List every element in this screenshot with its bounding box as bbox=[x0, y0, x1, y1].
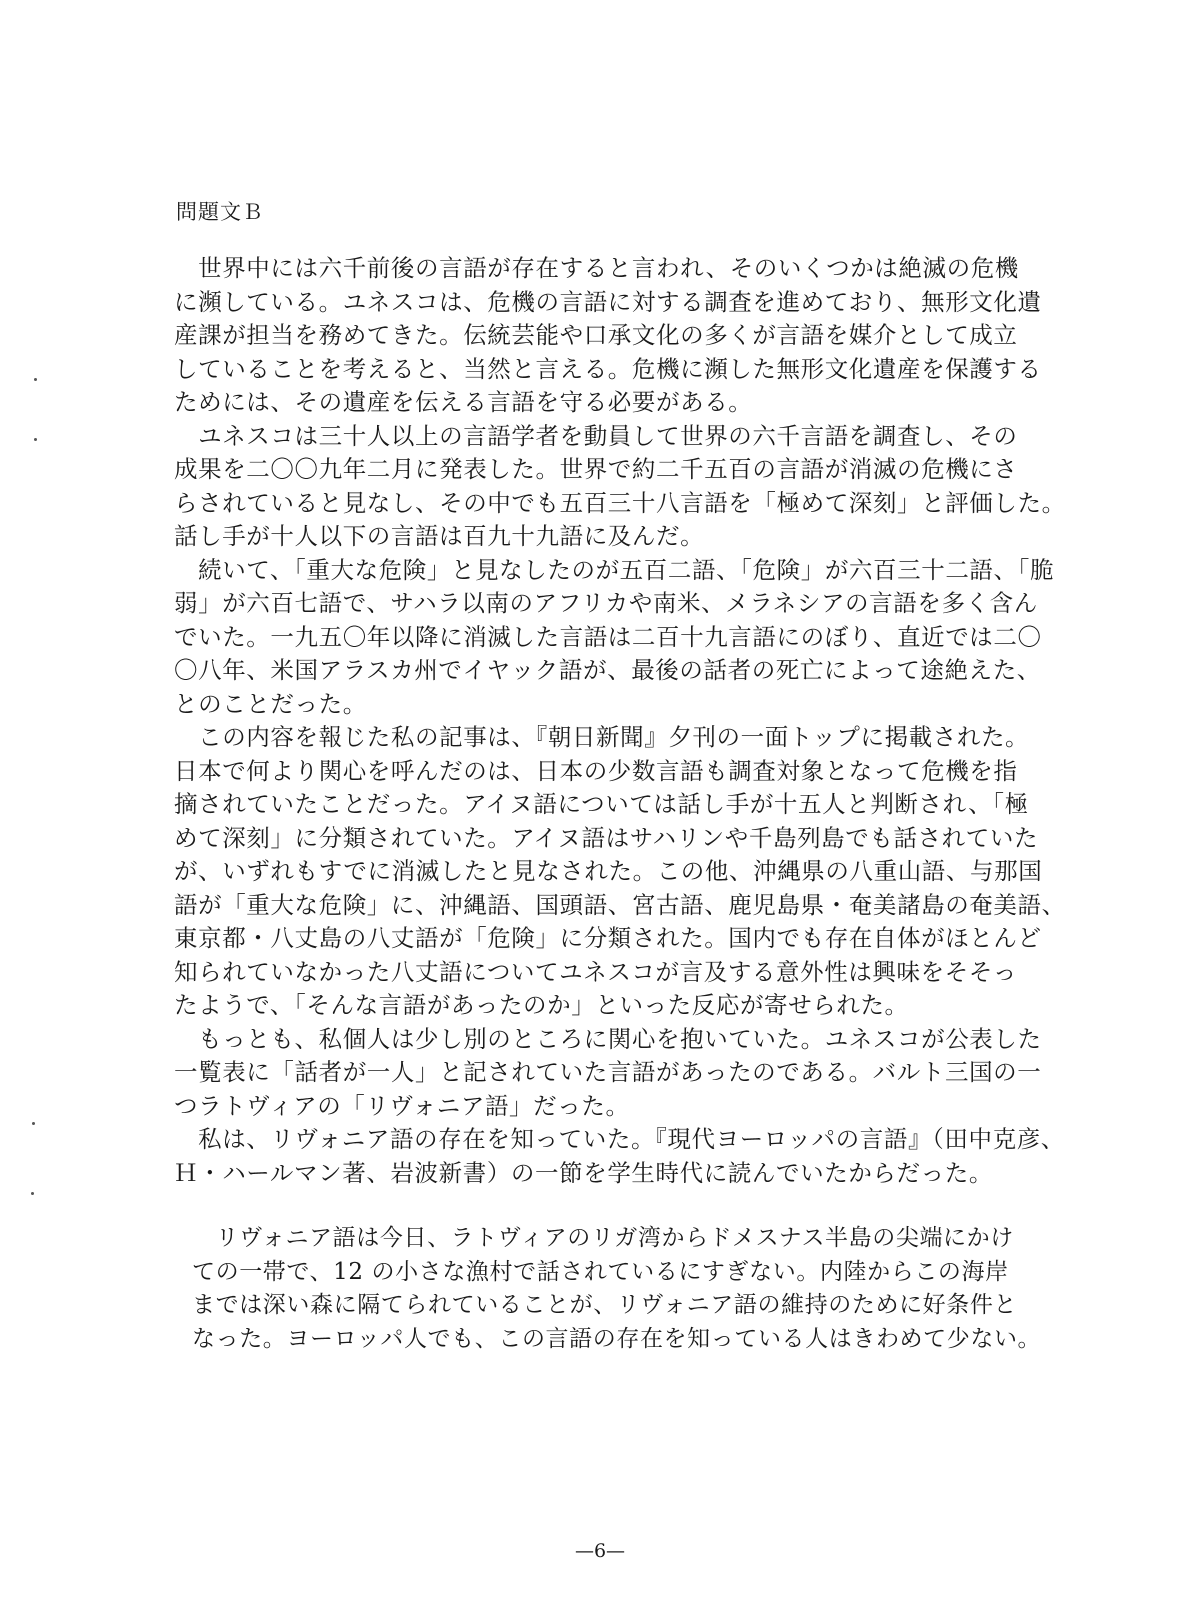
body-line: 東京都・八丈島の八丈語が「危険」に分類された。国内でも存在自体がほとんど bbox=[174, 924, 1042, 952]
body-line: 産課が担当を務めてきた。伝統芸能や口承文化の多くが言語を媒介として成立 bbox=[174, 321, 1018, 349]
body-line: 弱」が六百七語で、サハラ以南のアフリカや南米、メラネシアの言語を多く含ん bbox=[174, 589, 1038, 617]
page-number: —6— bbox=[574, 1540, 626, 1562]
scan-speck bbox=[34, 438, 37, 441]
scan-speck bbox=[31, 1192, 34, 1195]
body-line: に瀕している。ユネスコは、危機の言語に対する調査を進めており、無形文化遺 bbox=[174, 287, 1042, 316]
body-line: 成果を二〇〇九年二月に発表した。世界で約二千五百の言語が消滅の危機にさ bbox=[174, 455, 1018, 483]
section-title: 問題文Ｂ bbox=[176, 200, 264, 224]
body-line: 私は、リヴォニア語の存在を知っていた。『現代ヨーロッパの言語』（田中克彦、 bbox=[174, 1125, 1065, 1153]
scan-speck bbox=[34, 378, 37, 381]
body-line: 〇八年、米国アラスカ州でイヤック語が、最後の話者の死亡によって途絶えた、 bbox=[174, 656, 1041, 684]
quote-line: ての一帯で、12 の小さな漁村で話されているにすぎない。内陸からこの海岸 bbox=[192, 1258, 1009, 1285]
body-line: とのことだった。 bbox=[174, 689, 367, 718]
body-line: ためには、その遺産を伝える言語を守る必要がある。 bbox=[174, 388, 753, 416]
body-line: Ｈ・ハールマン著、岩波新書）の一節を学生時代に読んでいたからだった。 bbox=[174, 1158, 993, 1187]
body-line: もっとも、私個人は少し別のところに関心を抱いていた。ユネスコが公表した bbox=[174, 1024, 1042, 1053]
body-line: 一覧表に「話者が一人」と記されていた言語があったのである。バルト三国の一 bbox=[174, 1058, 1042, 1086]
body-line: 摘されていたことだった。アイヌ語については話し手が十五人と判断され、「極 bbox=[174, 790, 1029, 818]
body-line: 日本で何より関心を呼んだのは、日本の少数言語も調査対象となって危機を指 bbox=[174, 756, 1018, 785]
quote-line: リヴォニア語は今日、ラトヴィアのリガ湾からドメスナス半島の尖端にかけ bbox=[192, 1225, 1014, 1251]
quote-line: なった。ヨーロッパ人でも、この言語の存在を知っている人はきわめて少ない。 bbox=[192, 1325, 1042, 1352]
body-line: 語が「重大な危険」に、沖縄語、国頭語、宮古語、鹿児島県・奄美諸島の奄美語、 bbox=[174, 890, 1066, 919]
body-line: 世界中には六千前後の言語が存在すると言われ、そのいくつかは絶滅の危機 bbox=[174, 254, 1019, 282]
quote-line: までは深い森に隔てられていることが、リヴォニア語の維持のために好条件と bbox=[192, 1292, 1018, 1318]
body-line: たようで、「そんな言語があったのか」といった反応が寄せられた。 bbox=[174, 991, 909, 1019]
body-text bbox=[174, 252, 1066, 1190]
body-line: していることを考えると、当然と言える。危機に瀕した無形文化遺産を保護する bbox=[174, 354, 1042, 383]
scan-speck bbox=[32, 1122, 35, 1125]
body-line: 知られていなかった八丈語についてユネスコが言及する意外性は興味をそそっ bbox=[174, 957, 1018, 986]
body-line: ユネスコは三十人以上の言語学者を動員して世界の六千言語を調査し、その bbox=[174, 421, 1018, 450]
body-line: つラトヴィアの「リヴォニア語」だった。 bbox=[174, 1091, 630, 1120]
body-line: 話し手が十人以下の言語は百九十九語に及んだ。 bbox=[174, 522, 705, 550]
body-line: でいた。一九五〇年以降に消滅した言語は二百十九言語にのぼり、直近では二〇 bbox=[174, 622, 1042, 651]
body-line: が、いずれもすでに消滅したと見なされた。この他、沖縄県の八重山語、与那国 bbox=[174, 857, 1043, 885]
body-line: らされていると見なし、その中でも五百三十八言語を「極めて深刻」と評価した。 bbox=[174, 488, 1066, 517]
body-line: この内容を報じた私の記事は、『朝日新聞』夕刊の一面トップに掲載された。 bbox=[174, 723, 1030, 751]
block-quote bbox=[192, 1222, 1042, 1356]
body-line: 続いて、「重大な危険」と見なしたのが五百二語、「危険」が六百三十二語、「脆 bbox=[174, 555, 1055, 584]
body-line: めて深刻」に分類されていた。アイヌ語はサハリンや千島列島でも話されていた bbox=[174, 823, 1039, 852]
